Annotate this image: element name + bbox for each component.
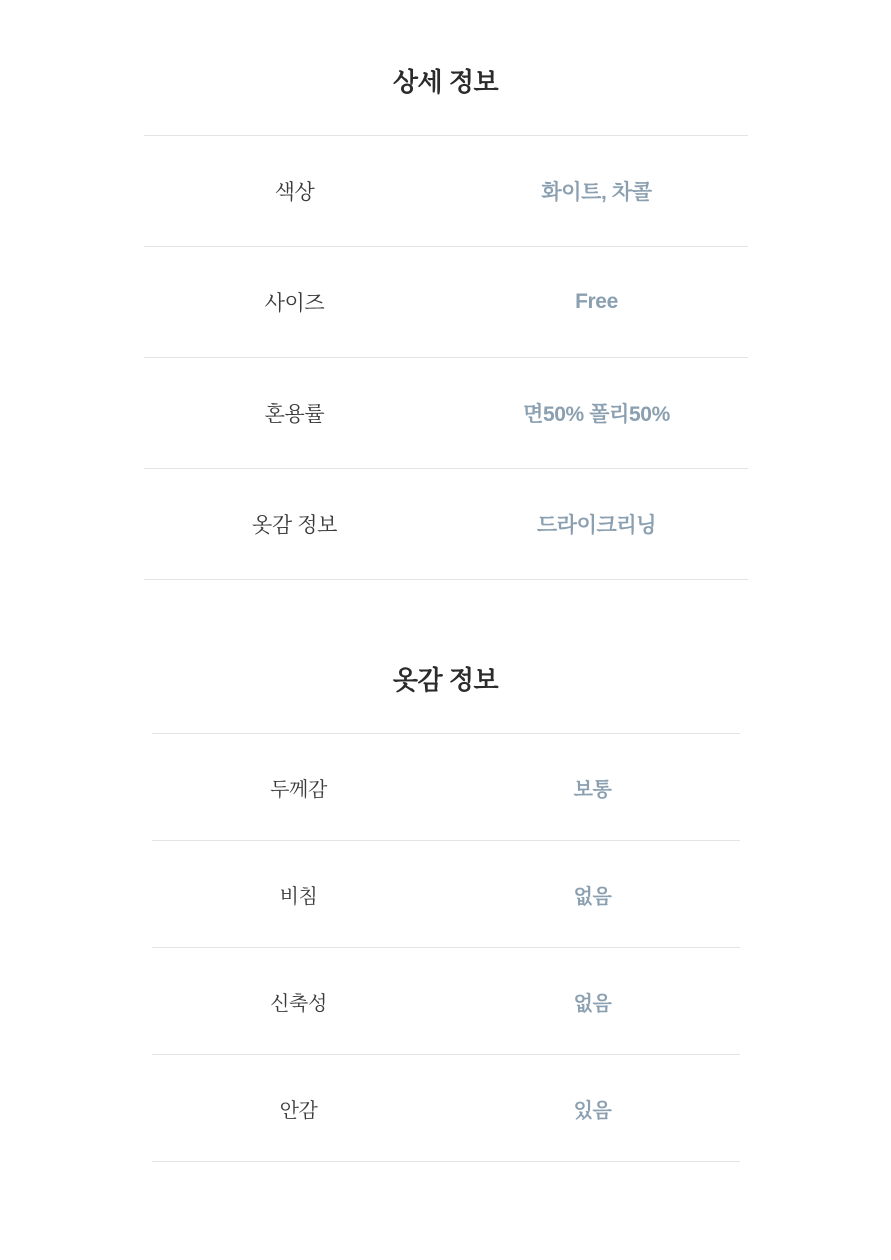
table-row: [152, 947, 740, 1054]
fabric-row-value: 없음: [573, 885, 612, 908]
fabric-info-table: [152, 733, 740, 1162]
detail-row-label: 사이즈: [264, 292, 325, 315]
fabric-info-section: [0, 580, 891, 1162]
fabric-row-label: 비침: [279, 885, 318, 908]
detail-info-title: 상세 정보: [392, 67, 499, 97]
detail-info-table: [144, 135, 748, 580]
fabric-row-label: 두께감: [270, 778, 327, 801]
detail-row-label: 혼용률: [264, 403, 325, 426]
detail-row-label: 색상: [274, 181, 315, 204]
table-row: [144, 357, 748, 468]
fabric-row-label: 안감: [279, 1099, 318, 1122]
detail-row-value: 면50% 폴리50%: [523, 403, 670, 426]
table-row: [144, 246, 748, 357]
table-row: [152, 1054, 740, 1162]
fabric-info-title: 옷감 정보: [392, 665, 499, 695]
fabric-row-value: 있음: [573, 1099, 612, 1122]
detail-row-value: 드라이크리닝: [536, 514, 657, 537]
table-row: [144, 135, 748, 246]
table-row: [144, 468, 748, 580]
table-row: [152, 733, 740, 840]
fabric-row-value: 없음: [573, 992, 612, 1015]
detail-row-label: 옷감 정보: [252, 514, 337, 537]
fabric-row-value: 보통: [573, 778, 612, 801]
detail-row-value: Free: [575, 290, 618, 313]
detail-info-section: [0, 0, 891, 580]
table-row: [152, 840, 740, 947]
detail-row-value: 화이트, 차콜: [541, 181, 652, 204]
fabric-row-label: 신축성: [270, 992, 327, 1015]
